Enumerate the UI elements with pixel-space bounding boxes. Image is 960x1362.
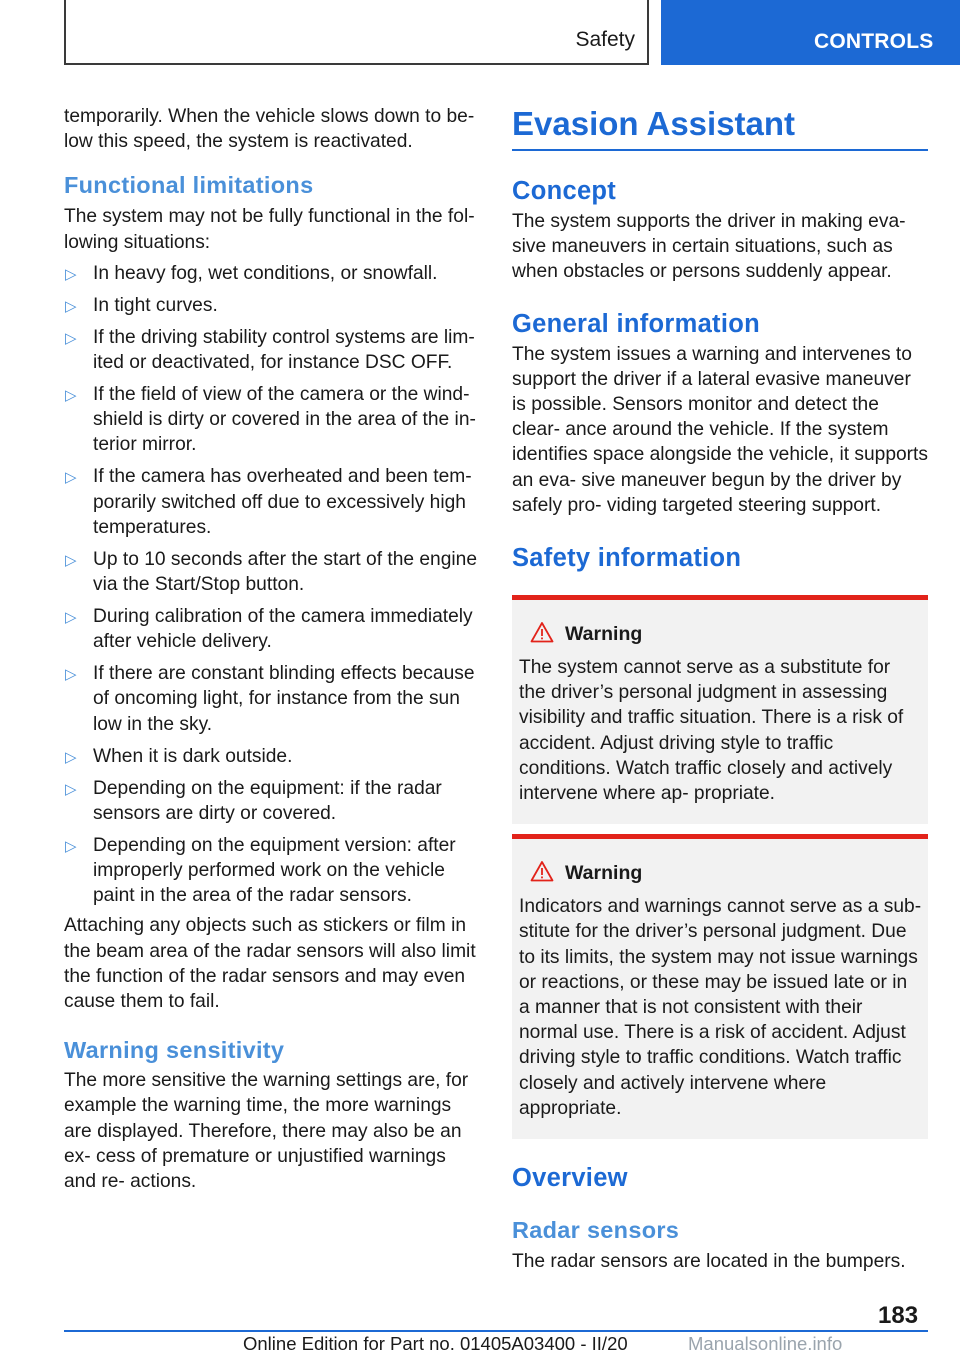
warning-text: The system cannot serve as a substitute for the driver’s personal judgment in assessing visibility and traffic situation. There is a risk of accident. Adjust driving style to traffic conditions. Watch traffic closely and actively intervene where ap‐ propriate. <box>519 657 904 805</box>
warning-sensitivity-text: The more sensitive the warning settings are, for example the warning time, the more warnings are displayed. Therefore, there may also be an ex‐ cess of premature or unjustified warnings and re‐ actions. <box>64 1070 469 1193</box>
list-item: ▷ If the field of view of the camera or the wind‐ shield is dirty or covered in the area of the in‐ terior mirror. <box>65 384 476 456</box>
footer-watermark: Manualsonline.info <box>688 1333 843 1354</box>
warning-triangle-icon <box>530 621 554 643</box>
triangle-bullet-icon: ▷ <box>65 387 77 405</box>
limitations-intro: The system may not be fully functional in the fol‐ lowing situations: <box>64 206 475 253</box>
triangle-bullet-icon: ▷ <box>65 551 77 569</box>
triangle-bullet-icon: ▷ <box>65 748 77 766</box>
footer-edition: Online Edition for Part no. 01405A03400 - II/20 <box>243 1333 628 1354</box>
title-divider <box>512 149 928 151</box>
warning-triangle-icon <box>530 860 554 882</box>
general-information-heading: General information <box>512 309 760 338</box>
limitations-outro: Attaching any objects such as stickers or film in the beam area of the radar sensors will also limit the function of the radar sensors and may even cause them to fail. <box>64 915 476 1013</box>
list-item: ▷ In tight curves. <box>64 293 482 318</box>
triangle-bullet-icon: ▷ <box>65 469 77 487</box>
triangle-bullet-icon: ▷ <box>65 609 77 627</box>
concept-text: The system supports the driver in making eva‐ sive maneuvers in certain situations, such as when obstacles or persons suddenly appear. <box>512 211 906 283</box>
triangle-bullet-icon: ▷ <box>65 297 77 315</box>
triangle-bullet-icon: ▷ <box>65 329 77 347</box>
warning-label: Warning <box>565 623 643 646</box>
intro-paragraph: temporarily. When the vehicle slows down to be‐ low this speed, the system is reactivated. <box>64 106 475 153</box>
list-item: ▷ During calibration of the camera immediately after vehicle delivery. <box>65 606 473 653</box>
radar-sensors-text: The radar sensors are located in the bumpers. <box>512 1251 906 1273</box>
triangle-bullet-icon: ▷ <box>65 265 77 283</box>
limitations-list <box>64 261 482 909</box>
header-section-label: Safety <box>575 28 635 51</box>
warning-text: Indicators and warnings cannot serve as a sub‐ stitute for the driver’s personal judgment. Due to its limits, the system may not issue warnings or reactions, or these may be issued late or in a manner that is not consistent with their normal use. There is a risk of accident. Adjust driving style to traffic conditions. Watch traffic closely and actively intervene where appropriate. <box>519 896 922 1119</box>
header-chapter-tab: CONTROLS <box>661 0 960 65</box>
warning-box <box>512 595 928 824</box>
list-item: ▷ Depending on the equipment version: after improperly performed work on the vehicle paint in the area of the radar sensors. <box>65 834 456 907</box>
concept-heading: Concept <box>512 177 617 205</box>
list-item: ▷ If the driving stability control systems are lim‐ ited or deactivated, for instance DSC OFF. <box>65 326 475 374</box>
page-title: Evasion Assistant <box>512 105 796 142</box>
right-column <box>512 104 928 1274</box>
page-number: 183 <box>878 1302 919 1329</box>
radar-sensors-heading: Radar sensors <box>512 1217 680 1244</box>
left-column <box>64 104 482 1194</box>
safety-information-heading: Safety information <box>512 544 742 573</box>
general-information-text: The system issues a warning and intervenes to support the driver if a lateral evasive maneuver is possible. Sensors monitor and detect the clear‐ ance around the vehicle. If the system identifies space alongside the vehicle, it supports an eva‐ sive maneuver begun by the driver by safely pro‐ viding targeted steering support. <box>512 343 928 516</box>
warning-sensitivity-heading: Warning sensitivity <box>64 1037 285 1064</box>
overview-heading: Overview <box>512 1164 628 1193</box>
list-item: ▷ If there are constant blinding effects because of oncoming light, for instance from the sun low in the sky. <box>65 663 475 735</box>
triangle-bullet-icon: ▷ <box>65 666 77 684</box>
list-item: ▷ Up to 10 seconds after the start of the engine via the Start/Stop button. <box>65 548 477 596</box>
warning-label: Warning <box>565 862 643 885</box>
list-item: ▷ When it is dark outside. <box>64 744 482 769</box>
list-item: ▷ In heavy fog, wet conditions, or snowfall. <box>64 261 482 286</box>
list-item: ▷ Depending on the equipment: if the radar sensors are dirty or covered. <box>65 777 442 824</box>
triangle-bullet-icon: ▷ <box>65 837 77 855</box>
triangle-bullet-icon: ▷ <box>65 780 77 798</box>
functional-limitations-heading: Functional limitations <box>64 172 314 199</box>
warning-box <box>512 834 928 1139</box>
list-item: ▷ If the camera has overheated and been tem‐ porarily switched off due to excessively high temperatures. <box>65 466 472 538</box>
header-section-box <box>64 0 649 65</box>
